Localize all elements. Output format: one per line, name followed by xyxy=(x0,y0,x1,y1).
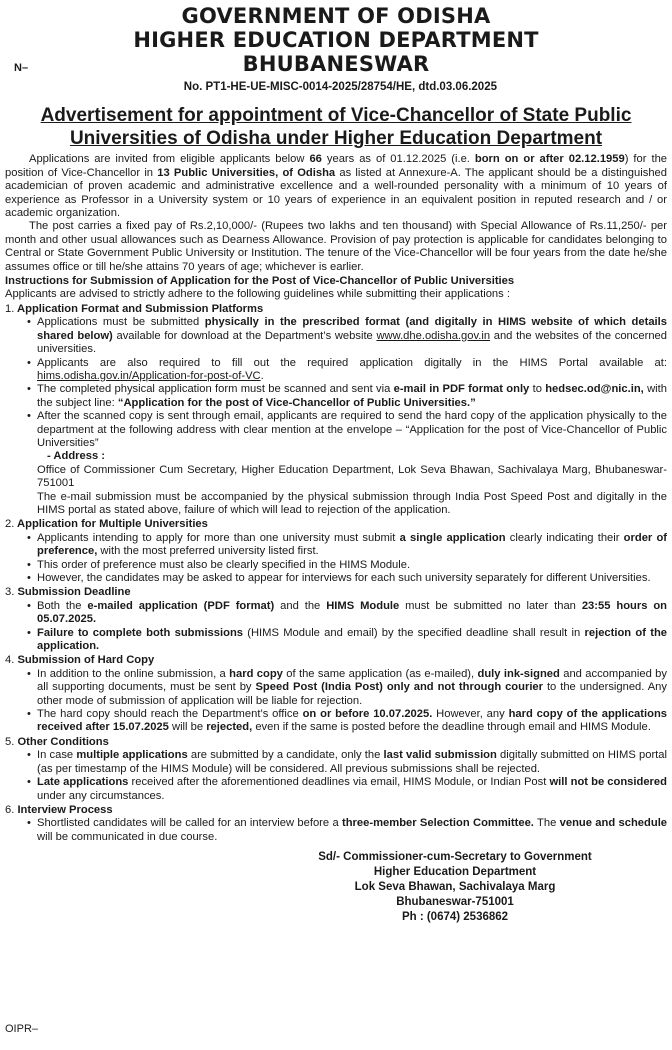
text: clearly indicating their xyxy=(505,531,624,544)
list-item xyxy=(37,749,667,776)
text: with the subject line: xyxy=(37,383,667,409)
signatory-title: Sd/- Commissioner-cum-Secretary to Government xyxy=(318,851,592,864)
city-title: BHUBANESWAR xyxy=(242,52,430,76)
intro-paragraph-2: The post carries a fixed pay of Rs.2,10,000/- (Rupees two lakhs and ten thousand) with Special Allowance of Rs.11,250/- per month and other usual allowances such as Dearness Allowance. Provision of pay protection is applicable for candidates belonging to Central or State Government Public University or Institution. The tenure of the Vice-Chancellor will be four years from the date he/she assumes office or till he/she attains 70 years of age; whichever is earlier. xyxy=(5,220,667,273)
instructions-heading: Instructions for Submission of Application for the Post of Vice-Chancellor of Public Universities xyxy=(5,275,515,288)
title-line-2: Universities of Odisha under Higher Education Department xyxy=(69,128,603,150)
list-item xyxy=(37,357,667,384)
text: In case xyxy=(37,749,77,762)
list-item xyxy=(37,627,667,654)
text-bold: multiple applications xyxy=(76,749,188,762)
text-bold: duly ink-signed xyxy=(477,667,560,680)
text-bold: hard copy of the applications received after 15.07.2025 xyxy=(37,708,667,734)
text: (HIMS Module and email) by the specified deadline shall result in xyxy=(243,626,585,639)
text: The completed physical application form must be scanned and sent via xyxy=(37,383,394,396)
text-bold: e-mail in PDF format only xyxy=(393,383,530,396)
address-label xyxy=(37,450,667,463)
title-line-1: Advertisement for appointment of Vice-Chancellor of State Public xyxy=(40,105,632,127)
text: The e-mail submission must be accompanied by the physical submission through India Post Speed Post and digitally in the HIMS portal as stated above, failure of which will lead to rejection of the application. xyxy=(37,490,667,516)
text: under any circumstances. xyxy=(37,789,165,802)
list-item xyxy=(37,668,667,708)
text-bold: on or before 10.07.2025. xyxy=(302,708,433,721)
address-text: Office of Commissioner Cum Secretary, Higher Education Department, Lok Seva Bhawan, Sachivalaya Marg, Bhubaneswar-751001 xyxy=(37,463,667,490)
text: The xyxy=(533,817,560,830)
section-2-heading xyxy=(5,518,667,531)
section-6-list xyxy=(5,817,667,844)
text: available for download at the Department’s website xyxy=(112,329,377,342)
govt-title: GOVERNMENT OF ODISHA xyxy=(181,4,491,28)
text: digitally submitted on HIMS portal (as per timestamp of the HIMS Module) will be considered. All previous submissions shall be rejected. xyxy=(37,749,667,775)
text: Both the xyxy=(37,599,88,612)
deadline: 23:55 hours on 05.07.2025. xyxy=(37,599,668,626)
section-1-heading xyxy=(5,303,667,316)
text: with the most preferred university listed first. xyxy=(97,545,319,558)
instructions-lead: Applicants are advised to strictly adhere to the following guidelines while submitting their applications : xyxy=(5,288,510,301)
text: and the xyxy=(274,599,327,612)
text: However, any xyxy=(432,708,509,721)
text: will be xyxy=(168,721,207,734)
text-bold: HIMS Module xyxy=(326,599,400,612)
text: and accompanied by all supporting documents, must be sent by xyxy=(37,667,667,694)
list-item xyxy=(37,316,667,356)
text: After the scanned copy is sent through email, applicants are required to send the hard copy of the application physically to the department at the following address with clear mention at the envelope – “Application for the post of Vice-Chancellor of Public Universities” xyxy=(37,410,667,449)
letterhead xyxy=(5,0,667,76)
text-bold: rejection of the application. xyxy=(37,626,668,653)
text: as listed at Annexure-A. The applicant should be a distinguished academician of proven academic and administrative excellence and a well-rounded personality with a minimum of 10 years of experience as Professor in a University system or 10 years of experience in an equivalent position in reputed research and / or academic organization. xyxy=(5,166,667,220)
section-number: 6. xyxy=(5,803,15,816)
list-item xyxy=(37,600,667,627)
email-address: hedsec.od@nic.in, xyxy=(545,383,644,396)
section-title: Submission Deadline xyxy=(17,586,131,599)
text: must be submitted no later than xyxy=(399,599,582,612)
section-3-list xyxy=(5,600,667,654)
hims-portal-link[interactable]: hims.odisha.gov.in/Application-for-post-of-VC xyxy=(37,369,261,382)
section-title: Submission of Hard Copy xyxy=(17,654,155,667)
section-number: 2. xyxy=(5,518,15,531)
department-website-link[interactable]: www.dhe.odisha.gov.in xyxy=(376,329,491,342)
text: and the websites of the concerned universities. xyxy=(37,329,667,356)
text-bold: venue and schedule xyxy=(559,817,668,830)
section-6-heading xyxy=(5,804,667,817)
section-4-heading xyxy=(5,654,667,667)
list-item: • However, the candidates may be asked to appear for interviews for each such university separately for different Universities. xyxy=(37,572,667,585)
section-title: Application for Multiple Universities xyxy=(17,518,208,531)
text-bold: rejected, xyxy=(206,721,253,734)
signatory-department: Higher Education Department xyxy=(373,866,537,879)
section-number: 5. xyxy=(5,735,15,748)
list-item xyxy=(37,410,667,490)
text-bold: e-mailed application (PDF format) xyxy=(87,599,275,612)
department-title: HIGHER EDUCATION DEPARTMENT xyxy=(133,28,539,52)
text: Applications must be submitted xyxy=(37,316,205,329)
text-bold: born on or after 02.12.1959 xyxy=(474,153,625,166)
list-item xyxy=(37,708,667,735)
signatory-city: Bhubaneswar-751001 xyxy=(396,896,514,909)
list-item xyxy=(5,491,667,518)
section-4-list xyxy=(5,668,667,735)
section-5-heading xyxy=(5,736,667,749)
text-bold: 66 xyxy=(309,153,322,166)
list-item: • This order of preference must also be clearly specified in the HIMS Module. xyxy=(37,559,667,572)
section-1-list-tail xyxy=(5,491,667,518)
list-item xyxy=(37,383,667,410)
list-item xyxy=(37,817,667,844)
text-bold: 13 Public Universities, of Odisha xyxy=(157,166,336,179)
text: of the same application (as e-mailed), xyxy=(282,667,478,680)
list-item xyxy=(37,776,667,803)
list-item xyxy=(37,532,667,559)
section-1-list xyxy=(5,316,667,490)
section-3-heading xyxy=(5,586,667,599)
text: will be communicated in due course. xyxy=(37,830,218,843)
text-bold: - Address : xyxy=(47,450,106,463)
text: ) for the position of Vice-Chancellor in xyxy=(5,153,668,179)
text-bold: Late applications xyxy=(37,776,129,789)
text-bold: will not be considered xyxy=(549,776,667,789)
text-bold: last valid submission xyxy=(383,749,497,762)
text-bold: Failure to complete both submissions xyxy=(37,626,243,639)
section-title: Other Conditions xyxy=(17,735,109,748)
text: are submitted by a candidate, only the xyxy=(187,749,384,762)
text-bold: “Application for the post of Vice-Chancellor of Public Universities.” xyxy=(117,396,476,409)
advertisement-title xyxy=(5,104,667,150)
section-number: 4. xyxy=(5,654,15,667)
section-5-list xyxy=(5,749,667,803)
signatory-phone: Ph : (0674) 2536862 xyxy=(401,911,509,924)
reference-number: No. PT1-HE-UE-MISC-0014-2025/28754/HE, dtd.03.06.2025 xyxy=(183,81,497,93)
text-bold: three-member Selection Committee. xyxy=(342,817,534,830)
oipr-mark: OIPR– xyxy=(5,1022,39,1035)
text: to the undersigned. Any other mode of submission of application will be liable for rejection. xyxy=(37,681,667,707)
text: Applications are invited from eligible applicants below xyxy=(29,153,310,166)
text: years as of 01.12.2025 (i.e. xyxy=(321,153,475,166)
text: Applicants are also required to fill out the required application digitally in the HIMS Portal available at: xyxy=(37,356,667,369)
text: . xyxy=(260,369,264,382)
section-title: Interview Process xyxy=(17,803,113,816)
n-mark: N– xyxy=(14,62,29,74)
text: Shortlisted candidates will be called for an interview before a xyxy=(37,817,342,830)
section-number: 3. xyxy=(5,586,15,599)
section-number: 1. xyxy=(5,302,15,315)
intro-paragraph-1 xyxy=(5,153,667,220)
text: to xyxy=(529,383,546,396)
text: In addition to the online submission, a xyxy=(37,667,230,680)
text-bold: physically in the prescribed format (and digitally in HIMS website of which details shared below) xyxy=(37,316,667,342)
text: Applicants intending to apply for more than one university must submit xyxy=(37,531,400,544)
signature-block xyxy=(275,850,635,925)
section-title: Application Format and Submission Platforms xyxy=(17,302,264,315)
signatory-address: Lok Seva Bhawan, Sachivalaya Marg xyxy=(354,881,556,894)
text-bold: a single application xyxy=(399,531,506,544)
text-bold: order of preference, xyxy=(37,531,668,558)
text: The hard copy should reach the Department’s office xyxy=(37,708,303,721)
section-2-list xyxy=(5,532,667,586)
text: received after the aforementioned deadlines via email, HIMS Module, or Indian Post xyxy=(128,776,550,789)
text-bold: hard copy xyxy=(229,667,283,680)
text: even if the same is posted before the deadline through email and HIMS Module. xyxy=(252,721,651,734)
text-bold: Speed Post (India Post) only and not through courier xyxy=(255,681,544,694)
